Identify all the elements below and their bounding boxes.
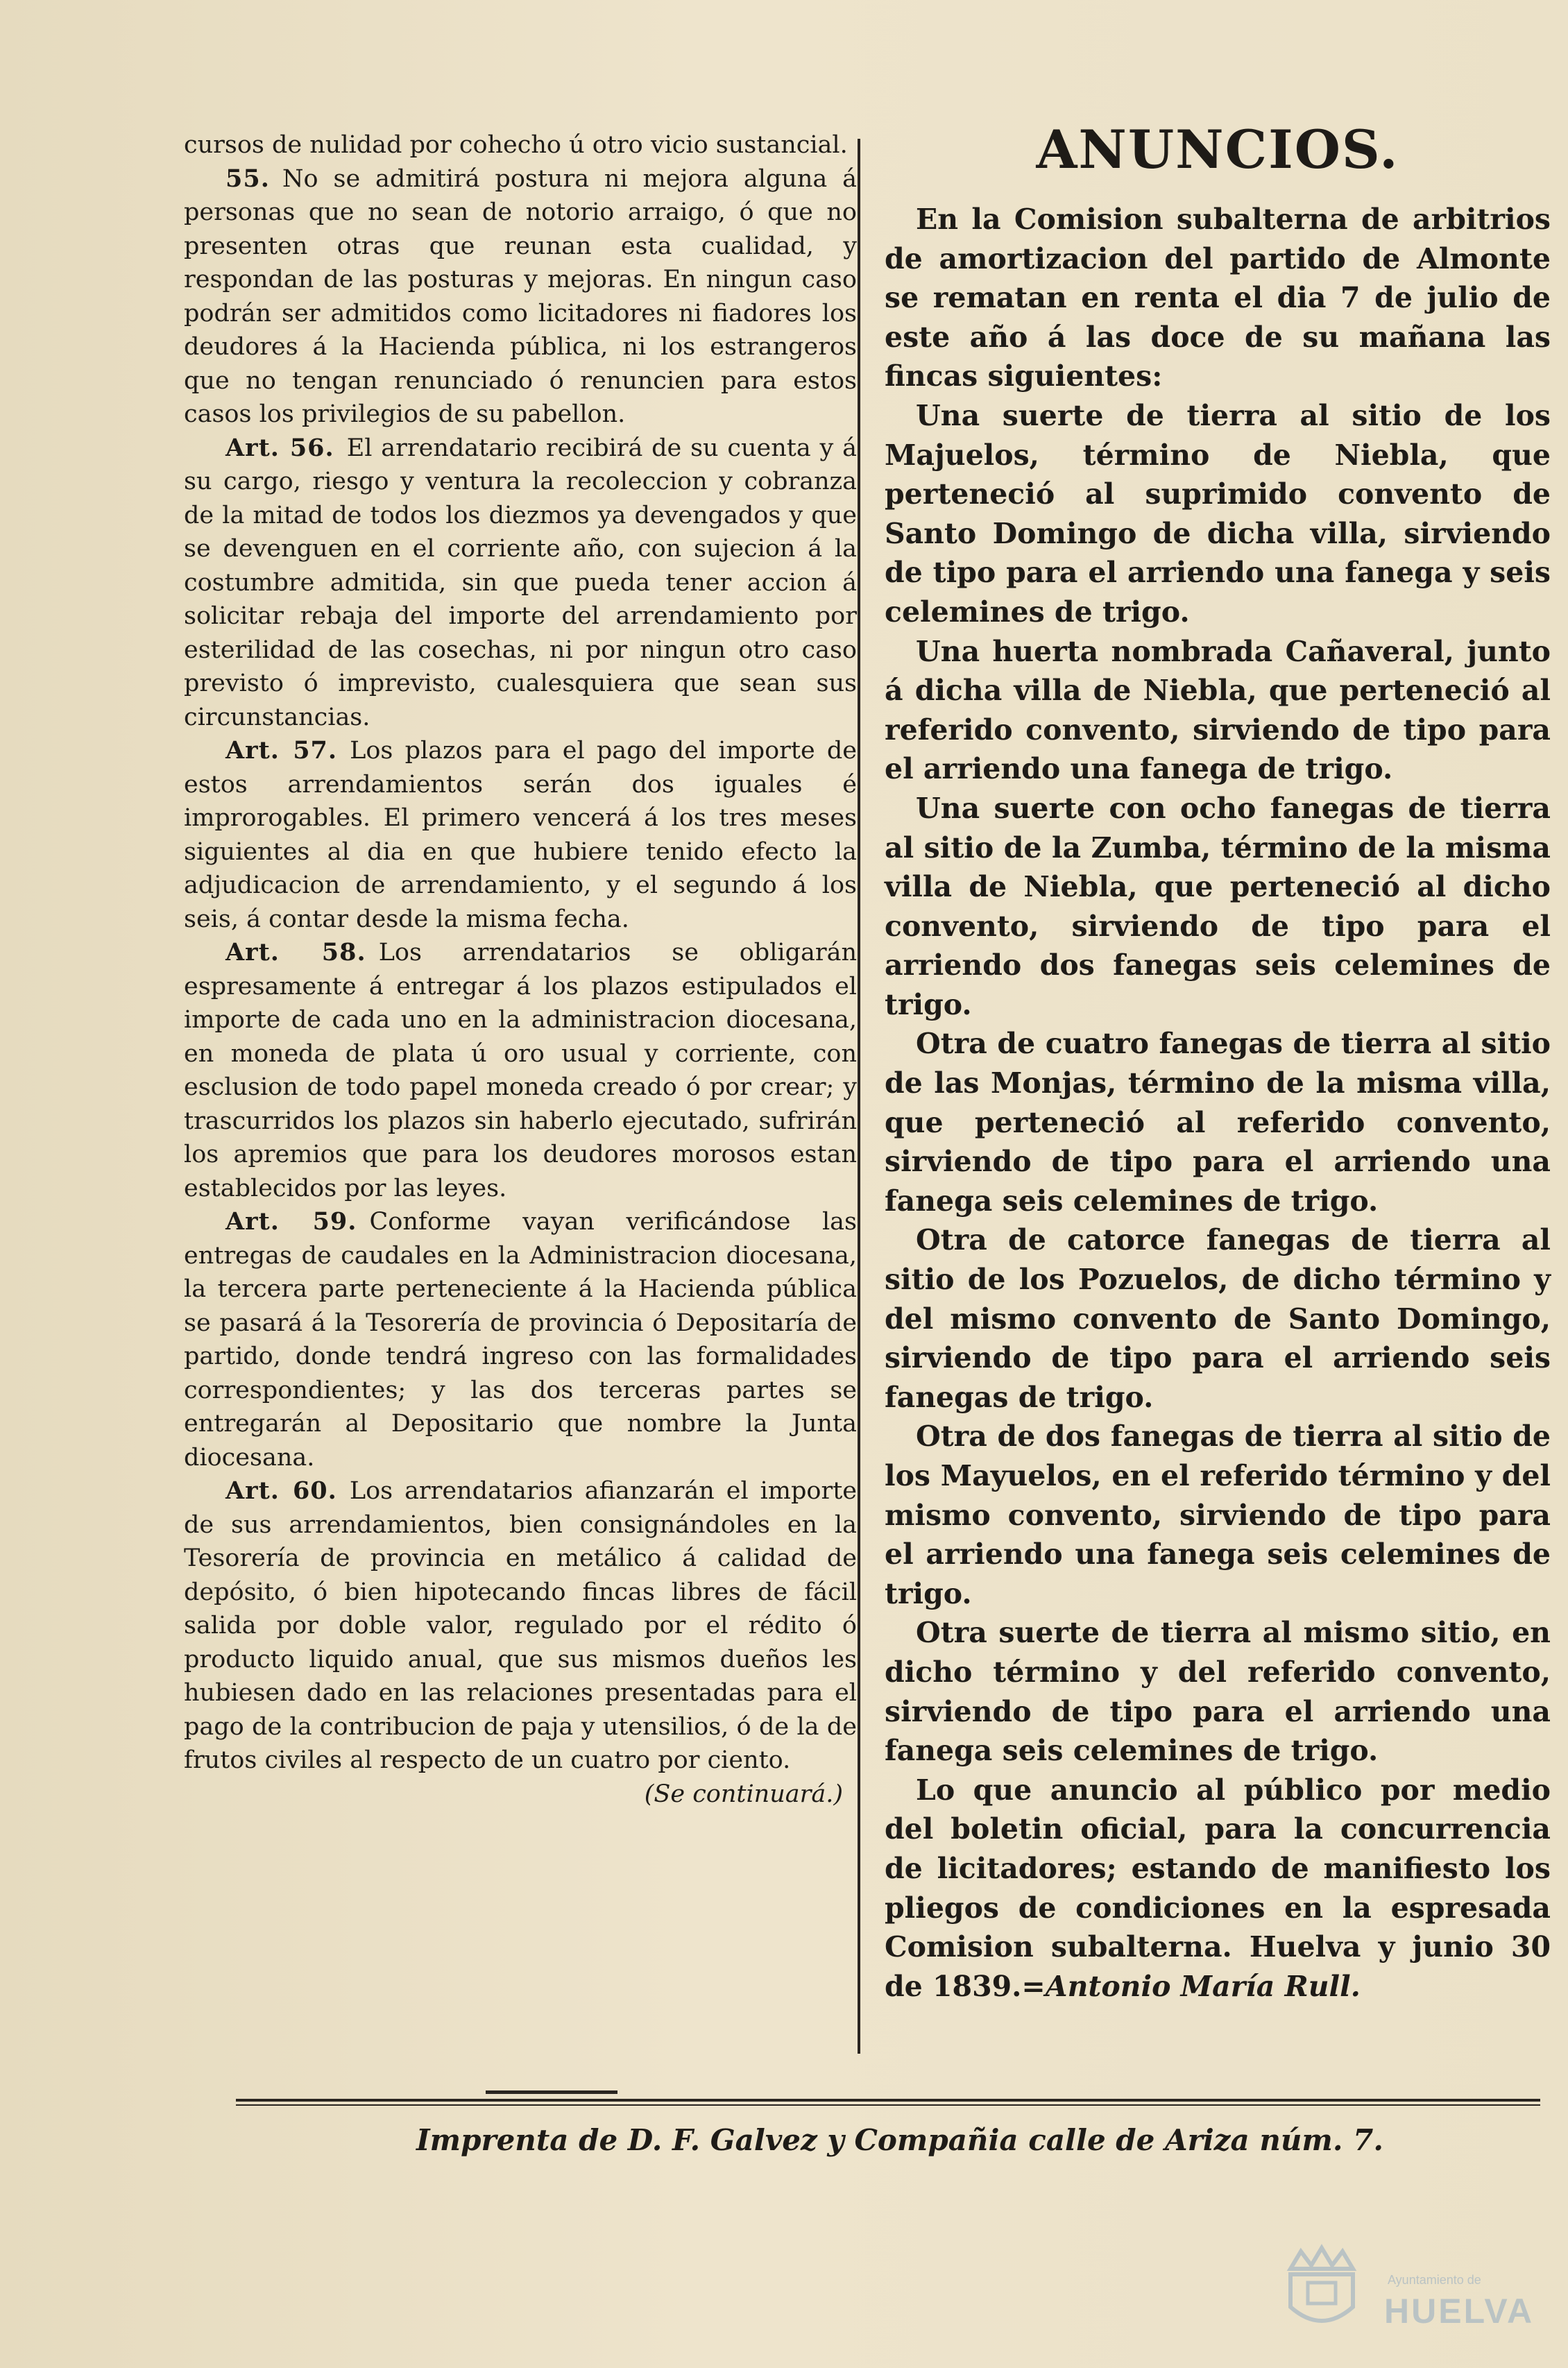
article-number: 55. [225, 164, 270, 193]
closing-text: Lo que anuncio al público por medio del boletin oficial, para la concurrencia de licitadores; estando de manifiesto los pliegos de condiciones en la espresada Comision subalterna. Huelva y junio 30 de 1839. [885, 1773, 1551, 2003]
article-59 [184, 1205, 857, 1474]
watermark-text: HUELVA [1384, 2292, 1535, 2331]
continued-text: cursos de nulidad por cohecho ú otro vicio sustancial. [184, 131, 848, 159]
watermark-logo [1270, 2241, 1535, 2338]
article-text: No se admitirá postura ni mejora alguna á personas que no sean de notorio arraigo, ó que no presenten otras que reunan esta cualidad, y respondan de las posturas y mejoras. En ningun caso podrán ser admitidos como licitadores ni fiadores los deudores á la Hacienda pública, ni los estrangeros que no tengan renunciado ó renuncien para estos casos los privilegios de su pabellon. [184, 164, 857, 428]
article-57 [184, 734, 857, 936]
article-number: Art. 59. [225, 1207, 357, 1236]
property-listing: Otra suerte de tierra al mismo sitio, en dicho término y del referido convento, sirviendo de tipo para el arriendo una fanega seis celemines de trigo. [885, 1616, 1551, 1768]
property-listing: Otra de dos fanegas de tierra al sitio de los Mayuelos, en el referido término y del mismo convento, sirviendo de tipo para el arriendo una fanega seis celemines de trigo. [885, 1420, 1551, 1610]
property-listing: Una suerte con ocho fanegas de tierra al sitio de la Zumba, término de la misma villa de Niebla, que perteneció al dicho convento, sirviendo de tipo para el arriendo dos fanegas seis celemines de trigo. [885, 791, 1551, 1021]
watermark-subtext: Ayuntamiento de [1388, 2273, 1481, 2287]
article-text: Los plazos para el pago del importe de estos arrendamientos serán dos iguales é improrogables. El primero vencerá á los tres meses siguientes al dia en que hubiere tenido efecto la adjudicacion de arrendamiento, y el segundo á los seis, á contar desde la misma fecha. [184, 737, 857, 933]
article-60 [184, 1474, 857, 1808]
article-58 [184, 936, 857, 1205]
article-number: Art. 58. [225, 938, 366, 966]
article-number: Art. 60. [225, 1476, 337, 1505]
article-text: Los arrendatarios se obligarán espresamente á entregar á los plazos estipulados el importe de cada uno en la administracion diocesana, en moneda de plata ú oro usual y corriente, con esclusion de todo papel moneda creado ó por crear; y trascurridos los plazos sin haberlo ejecutado, sufrirán los apremios que para los deudores morosos estan establecidos por las leyes. [184, 939, 857, 1202]
announcement-closing [885, 1771, 1551, 2007]
announcement-intro: En la Comision subalterna de arbitrios de amortizacion del partido de Almonte se rematan en renta el dia 7 de julio de este año á las doce de su mañana las fincas siguientes: [885, 203, 1551, 393]
article-55 [184, 162, 857, 432]
article-text: Conforme vayan verificándose las entregas de caudales en la Administracion diocesana, la tercera parte perteneciente á la Hacienda pública se pasará á la Tesorería de provincia ó Depositaría de partido, donde tendrá ingreso con las formalidades correspondientes; y las dos terceras partes se entregarán al Depositario que nombre la Junta diocesana. [184, 1208, 858, 1472]
left-column [184, 128, 857, 2064]
article-number: Art. 57. [225, 736, 338, 765]
signature: =Antonio María Rull. [1021, 1969, 1361, 2003]
section-title: ANUNCIOS. [1036, 119, 1399, 180]
printer-imprint: Imprenta de D. F. Galvez y Compañia calle de Ariza núm. 7. [416, 2123, 1383, 2157]
continued-note: (Se continuará.) [644, 1780, 843, 1808]
article-text: Los arrendatarios afianzarán el importe de sus arrendamientos, bien consignándoles en la Tesorería de provincia en metálico á calidad de depósito, ó bien hipotecando fincas libres de fácil salida por doble valor, regulado por el rédito ó producto liquido anual, que sus mismos dueños les hubiesen dado en las relaciones presentadas para el pago de la contribucion de paja y utensilios, ó de la de frutos civiles al respecto de un cuatro por ciento. [184, 1477, 857, 1774]
property-listing: Una huerta nombrada Cañaveral, junto á dicha villa de Niebla, que perteneció al referido convento, sirviendo de tipo para el arriendo una fanega de trigo. [885, 634, 1551, 786]
crown-shield-icon [1270, 2241, 1374, 2338]
column-divider [858, 139, 860, 2054]
footer-rule-bottom [236, 2104, 1540, 2106]
right-column [885, 118, 1551, 2102]
property-listing: Una suerte de tierra al sitio de los Majuelos, término de Niebla, que perteneció al suprimido convento de Santo Domingo de dicha villa, sirviendo de tipo para el arriendo una fanega y seis celemines de trigo. [885, 398, 1551, 629]
property-listing: Otra de cuatro fanegas de tierra al sitio de las Monjas, término de la misma villa, que perteneció al referido convento, sirviendo de tipo para el arriendo una fanega seis celemines de trigo. [885, 1027, 1551, 1218]
article-text: El arrendatario recibirá de su cuenta y á su cargo, riesgo y ventura la recoleccion y cobranza de la mitad de todos los diezmos ya devengados y que se devenguen en el corriente año, con sujecion á la costumbre admitida, sin que pueda tener accion á solicitar rebaja del importe del arrendamiento por esterilidad de las cosechas, ni por ningun otro caso previsto ó imprevisto, cualesquiera que sean sus circunstancias. [184, 434, 857, 731]
property-listing: Otra de catorce fanegas de tierra al sitio de los Pozuelos, de dicho término y del mismo convento de Santo Domingo, sirviendo de tipo para el arriendo seis fanegas de trigo. [885, 1223, 1551, 1414]
footer-rule-top [236, 2099, 1540, 2102]
end-rule [486, 2090, 617, 2094]
article-number: Art. 56. [225, 433, 334, 462]
article-56 [184, 432, 857, 735]
